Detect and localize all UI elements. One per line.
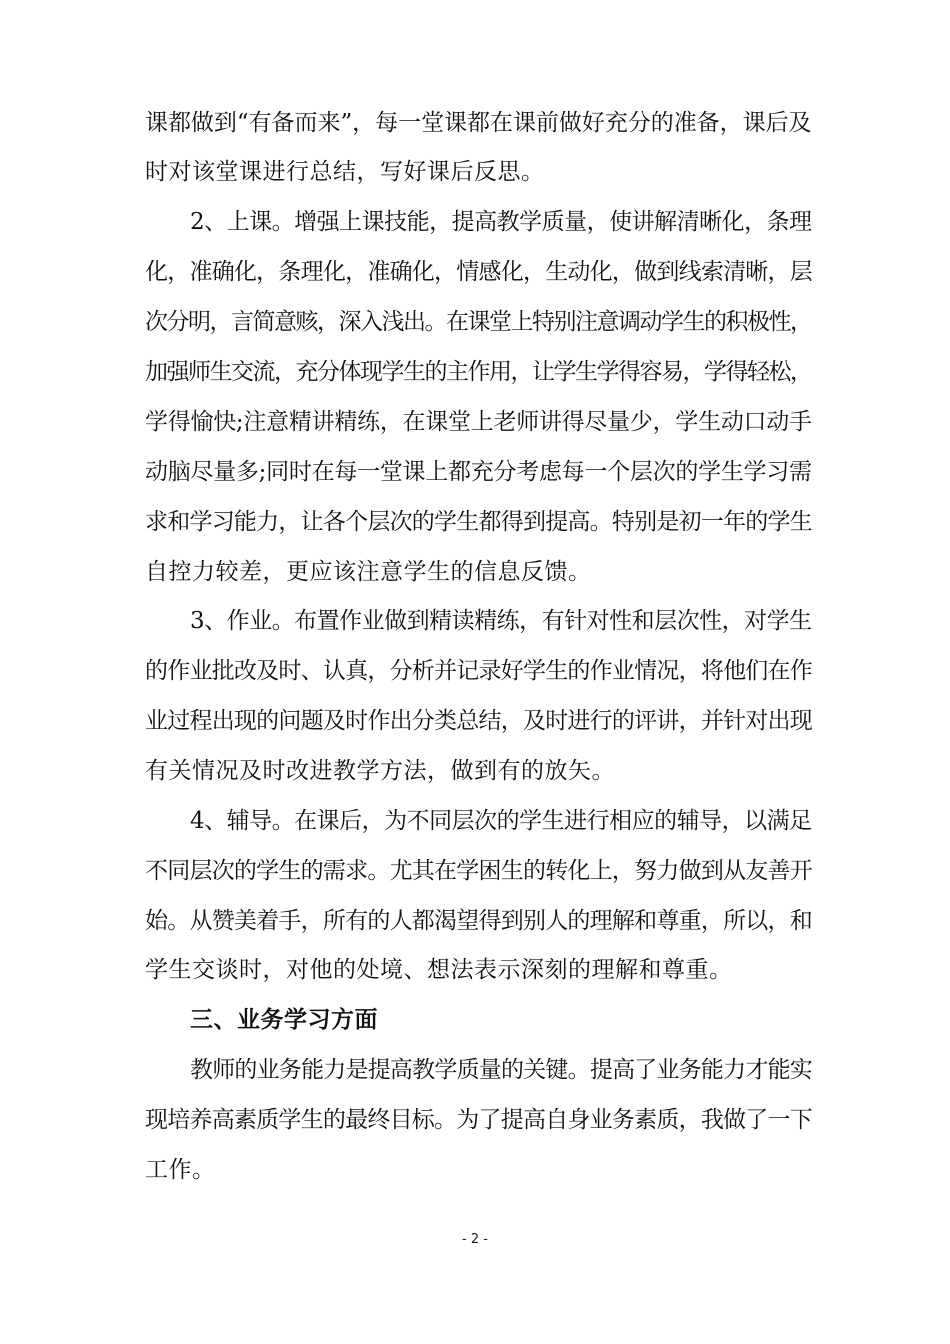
page-number: - 2 - [462,1232,488,1247]
paragraph-line: 3、作业。布置作业做到精读精练，有针对性和层次性，对学生 [190,608,812,634]
paragraph-line: 的作业批改及时、认真，分析并记录好学生的作业情况，将他们在作 [145,658,813,684]
paragraph-line: 求和学习能力，让各个层次的学生都得到提高。特别是初一年的学生 [145,509,813,535]
paragraph-line: 不同层次的学生的需求。尤其在学困生的转化上，努力做到从友善开 [145,858,813,884]
paragraph-line: 自控力较差，更应该注意学生的信息反馈。 [145,559,592,585]
section-heading: 三、业务学习方面 [190,1007,378,1033]
paragraph-line: 2、上课。增强上课技能，提高教学质量，使讲解清晰化，条理 [190,209,812,235]
paragraph-line: 工作。 [145,1157,216,1183]
paragraph-line: 现培养高素质学生的最终目标。为了提高自身业务素质，我做了一下 [145,1107,813,1133]
paragraph-line: 加强师生交流，充分体现学生的主作用，让学生学得容易，学得轻松， [145,359,812,385]
paragraph-line: 有关情况及时改进教学方法，做到有的放矢。 [145,758,615,784]
paragraph-line: 次分明，言简意赅，深入浅出。在课堂上特别注意调动学生的积极性， [145,309,812,335]
paragraph-line: 学生交谈时，对他的处境、想法表示深刻的理解和尊重。 [145,957,733,983]
paragraph-line: 时对该堂课进行总结，写好课后反思。 [145,159,545,185]
paragraph-line: 化，准确化，条理化，准确化，情感化，生动化，做到线索清晰，层 [145,259,813,285]
paragraph-line: 教师的业务能力是提高教学质量的关键。提高了业务能力才能实 [190,1057,813,1083]
paragraph-line: 业过程出现的问题及时作出分类总结，及时进行的评讲，并针对出现 [145,708,813,734]
paragraph-line: 学得愉快;注意精讲精练，在课堂上老师讲得尽量少，学生动口动手 [145,409,812,435]
paragraph-line: 动脑尽量多;同时在每一堂课上都充分考虑每一个层次的学生学习需 [145,459,812,485]
paragraph-line: 4、辅导。在课后，为不同层次的学生进行相应的辅导，以满足 [190,808,812,834]
paragraph-line: 课都做到“有备而来”，每一堂课都在课前做好充分的准备，课后及 [145,110,812,136]
paragraph-line: 始。从赞美着手，所有的人都渴望得到别人的理解和尊重，所以，和 [145,908,813,934]
